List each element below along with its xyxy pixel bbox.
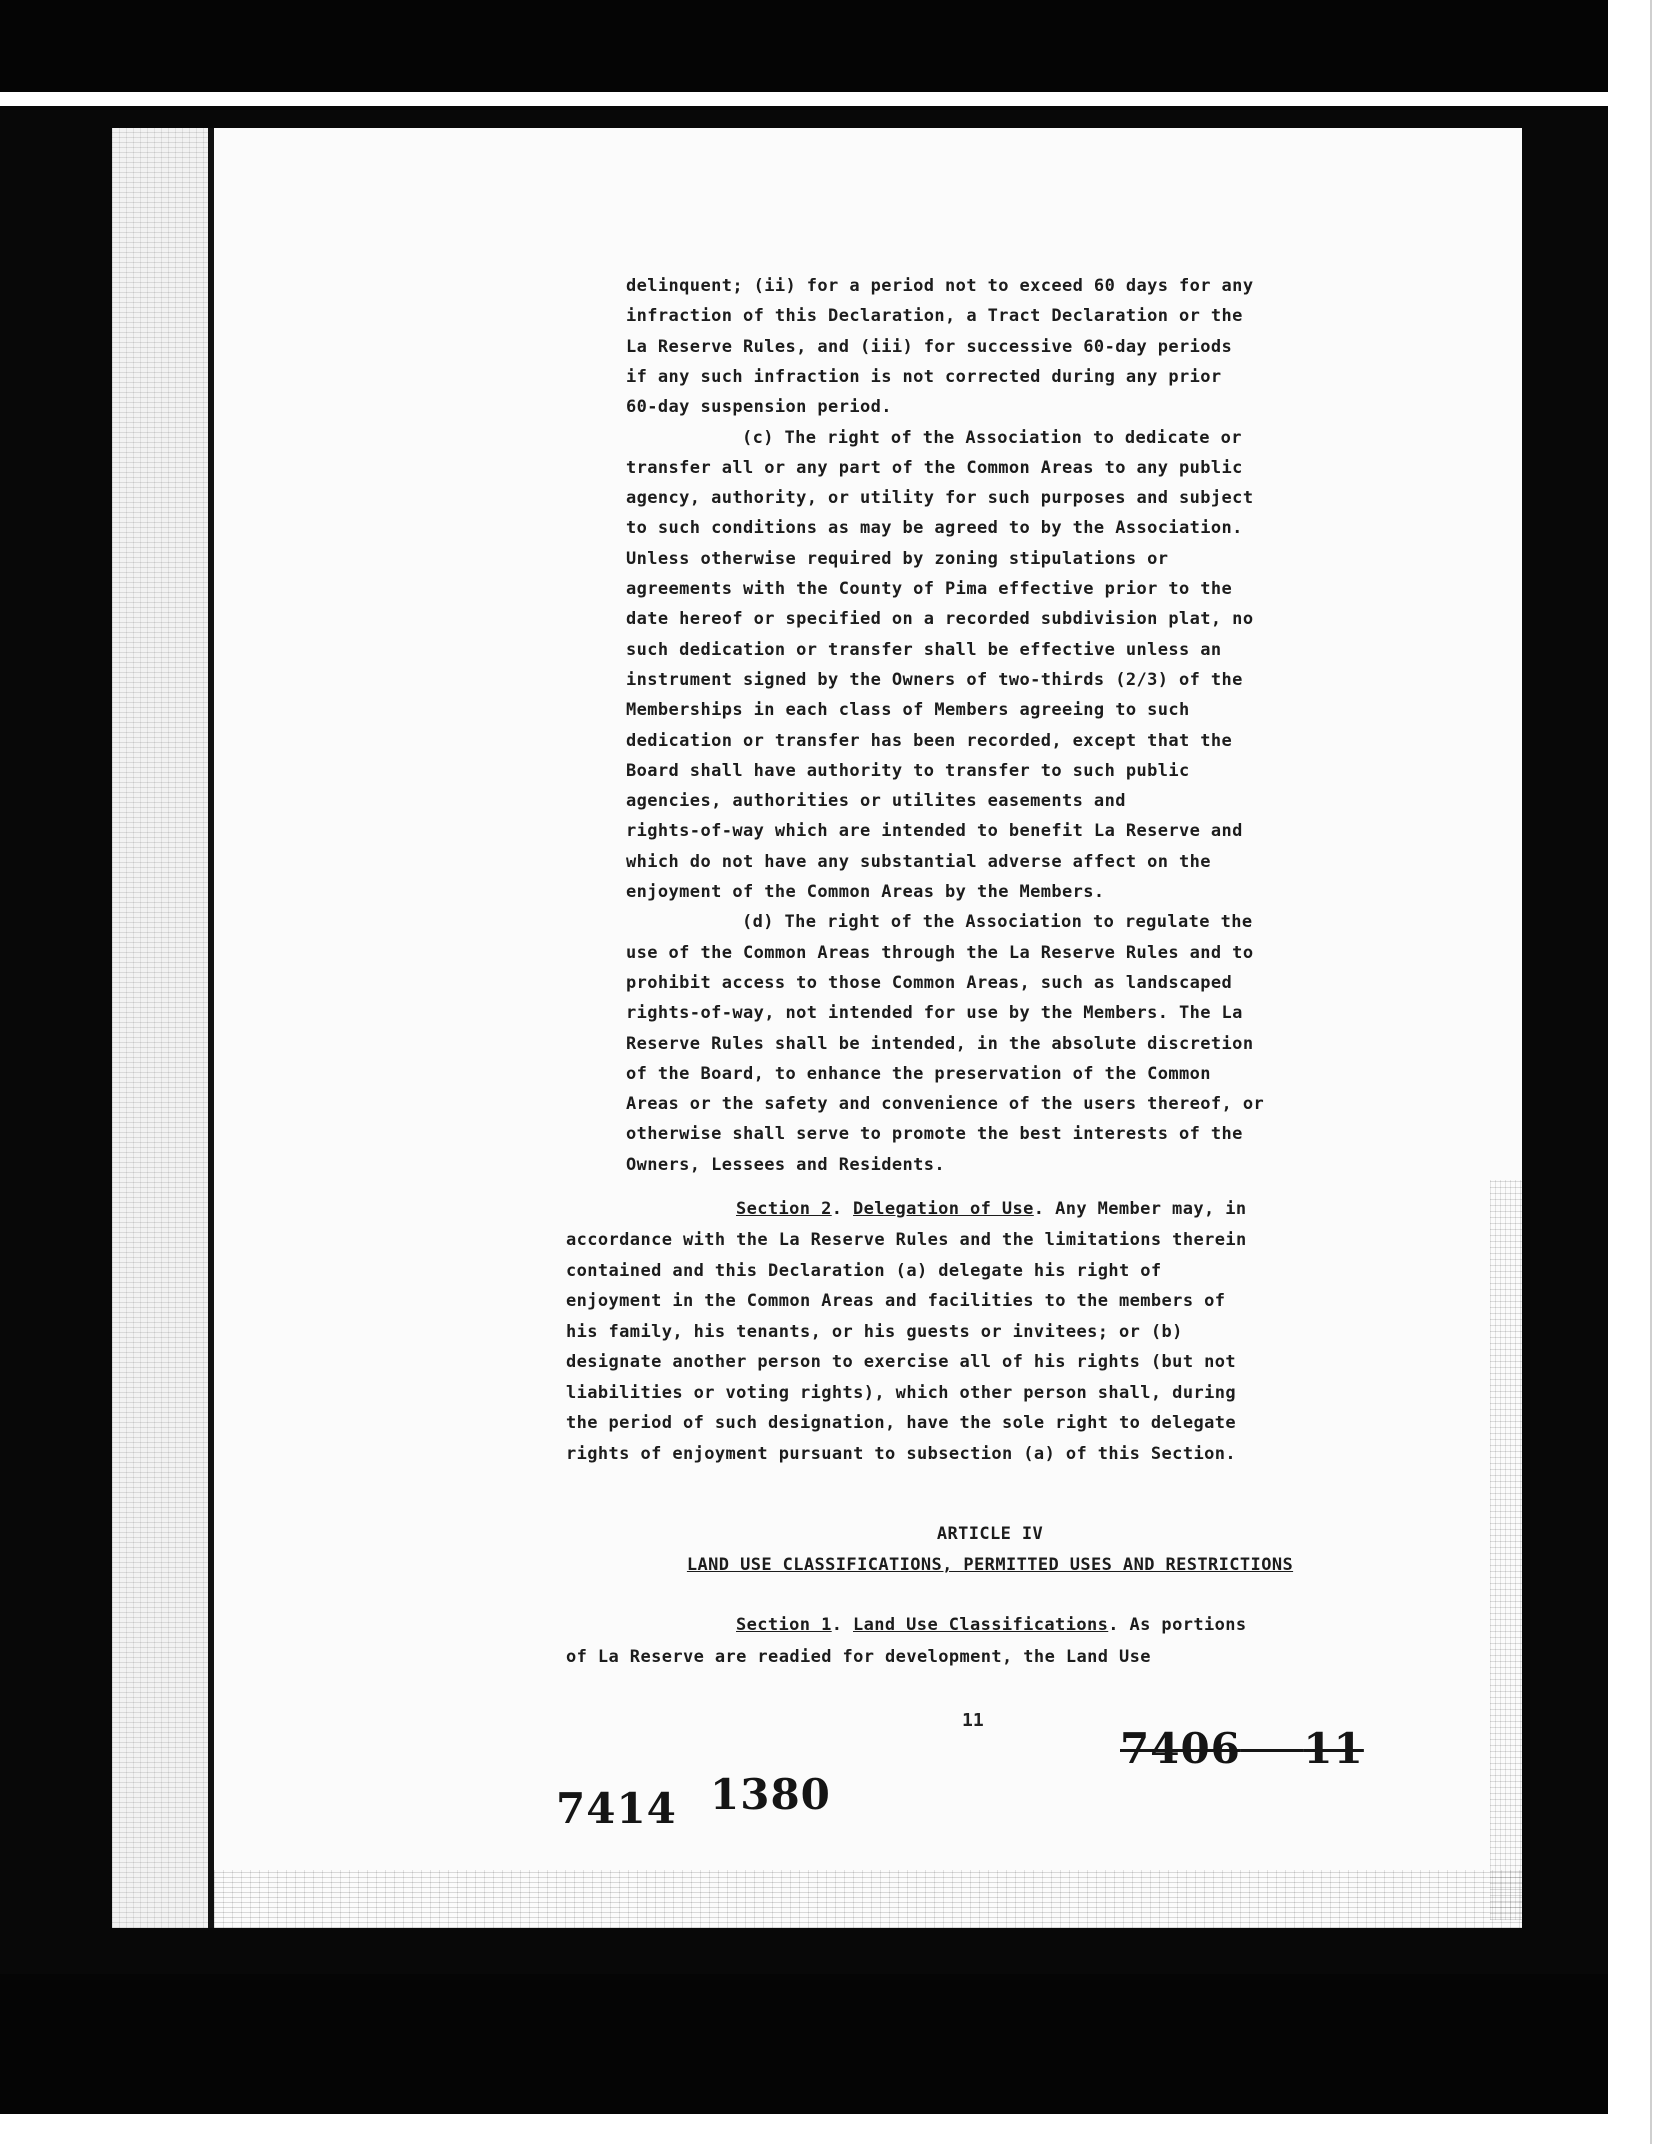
section-1-title: Land Use Classifications <box>853 1615 1109 1635</box>
body-line: infraction of this Declaration, a Tract Declaration or the <box>626 306 1243 327</box>
old-number: 7406 <box>1120 1724 1241 1773</box>
section-2-line: rights of enjoyment pursuant to subsection (a) of this Section. <box>566 1443 1236 1464</box>
body-line: date hereof or specified on a recorded subdivision plat, no <box>626 609 1254 630</box>
body-line: delinquent; (ii) for a period not to exceed 60 days for any <box>626 276 1254 296</box>
body-line: La Reserve Rules, and (iii) for successive 60-day periods <box>626 336 1233 357</box>
section-2-line: the period of such designation, have the sole right to delegate <box>566 1413 1236 1433</box>
body-line: agencies, authorities or utilites easements and <box>626 791 1126 812</box>
section-1-second-line: of La Reserve are readied for development, the Land Use <box>566 1647 1151 1667</box>
article-title: LAND USE CLASSIFICATIONS, PERMITTED USES AND RESTRICTIONS <box>686 1555 1294 1575</box>
body-line: (d) The right of the Association to regulate the <box>742 912 1253 933</box>
body-line: otherwise shall serve to promote the best interests of the <box>626 1124 1243 1145</box>
section-1-first-line: Section 1. Land Use Classifications. As portions <box>736 1615 1247 1635</box>
body-line: Reserve Rules shall be intended, in the absolute discretion <box>626 1033 1254 1054</box>
binding-edge-line <box>208 128 214 1928</box>
body-line: agreements with the County of Pima effective prior to the <box>626 579 1233 599</box>
scan-bottom-bar <box>0 1974 1608 2114</box>
scan-right-margin <box>1608 0 1664 2144</box>
section-2-first-line-rest: Any Member may, in <box>1055 1199 1247 1219</box>
section-2-first-line: Section 2. Delegation of Use. Any Member may, in <box>736 1199 1247 1219</box>
section-1-first-line-rest: As portions <box>1129 1615 1247 1635</box>
article-number: ARTICLE IV <box>936 1524 1044 1544</box>
body-line: such dedication or transfer shall be effective unless an <box>626 639 1222 660</box>
body-line: use of the Common Areas through the La Reserve Rules and to <box>626 942 1254 963</box>
body-line: prohibit access to those Common Areas, such as landscaped <box>626 972 1233 993</box>
bottom-scan-noise <box>214 1870 1522 1928</box>
binding-noise-strip <box>112 128 210 1928</box>
body-line: 60-day suspension period. <box>626 397 892 418</box>
section-2-line: enjoyment in the Common Areas and facilities to the members of <box>566 1291 1226 1311</box>
scan-top-edge <box>0 92 1608 106</box>
section-2-line: liabilities or voting rights), which other person shall, during <box>566 1382 1236 1403</box>
old-page: 11 <box>1303 1724 1364 1773</box>
page-number: 11 <box>962 1710 984 1731</box>
body-line: Owners, Lessees and Residents. <box>626 1154 946 1175</box>
body-line: Areas or the safety and convenience of the users thereof, or <box>626 1094 1265 1115</box>
body-line: Unless otherwise required by zoning stipulations or <box>626 548 1169 569</box>
body-line: if any such infraction is not corrected during any prior <box>626 366 1222 387</box>
scan-top-bar <box>0 0 1608 92</box>
section-2-title: Delegation of Use <box>853 1199 1034 1219</box>
body-line: of the Board, to enhance the preservation of the Common <box>626 1063 1211 1084</box>
section-2-line: designate another person to exercise all of his rights (but not <box>566 1352 1236 1372</box>
body-line: instrument signed by the Owners of two-thirds (2/3) of the <box>626 669 1243 690</box>
body-line: rights-of-way which are intended to benefit La Reserve and <box>626 821 1243 842</box>
body-line: Memberships in each class of Members agreeing to such <box>626 700 1190 721</box>
book-number-stamp: 7414 <box>556 1784 677 1833</box>
body-line: transfer all or any part of the Common Areas to any public <box>626 457 1243 478</box>
body-line: which do not have any substantial adverse affect on the <box>626 851 1211 872</box>
section-2-heading: Section 2 <box>736 1199 832 1219</box>
old-recording-number-stamp <box>1120 1724 1364 1773</box>
body-line: dedication or transfer has been recorded, except that the <box>626 730 1233 751</box>
section-2-line: contained and this Declaration (a) delegate his right of <box>566 1260 1162 1281</box>
body-line: agency, authority, or utility for such purposes and subject <box>626 488 1254 509</box>
body-line: Board shall have authority to transfer to such public <box>626 760 1190 781</box>
scan-right-edge-line <box>1650 0 1652 2144</box>
body-line: to such conditions as may be agreed to by the Association. <box>626 518 1243 539</box>
right-scan-noise <box>1490 1180 1522 1920</box>
body-line: enjoyment of the Common Areas by the Members. <box>626 882 1105 902</box>
section-2-line: accordance with the La Reserve Rules and the limitations therein <box>566 1230 1247 1250</box>
body-line: rights-of-way, not intended for use by the Members. The La <box>626 1003 1243 1024</box>
section-2-line: his family, his tenants, or his guests or invitees; or (b) <box>566 1321 1183 1342</box>
section-1-heading: Section 1 <box>736 1615 832 1635</box>
body-line: (c) The right of the Association to dedicate or <box>742 427 1242 448</box>
page-number-stamp: 1380 <box>710 1770 831 1819</box>
